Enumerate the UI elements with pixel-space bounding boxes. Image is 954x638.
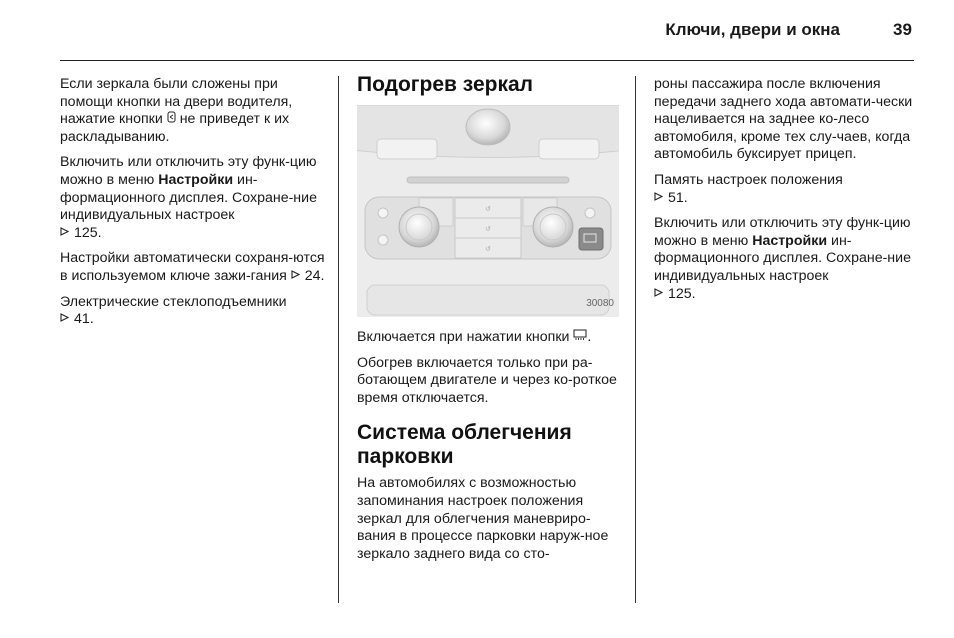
paragraph-text: Электрические стеклоподъемники [60,293,287,310]
paragraph-parking-assist: На автомобилях с возможностью запоминания настроек положения зеркал для облегчения маневриро-вания в процессе парковки наруж-ное зеркало заднего вида со сто- [357,475,609,562]
reference-arrow-icon [60,225,70,243]
svg-text:↺: ↺ [485,245,491,253]
paragraph-heating-info: Обогрев включается только при ра-ботающем двигателе и через ко-роткое время отключается. [357,354,617,406]
svg-text:↺: ↺ [485,205,491,213]
paragraph-text: Настройки автоматически сохраня-ются в используемом ключе зажи-гания [60,250,325,284]
figure-number: 30080 [586,298,614,310]
chapter-title: Ключи, двери и окна [665,20,840,39]
paragraph-position-memory [654,172,920,207]
heated-mirror-icon [573,329,587,347]
mirror-fold-button-icon [167,111,176,129]
climate-control-panel-illustration [357,105,619,317]
reference-arrow-icon [291,268,301,286]
paragraph-parking-continued: роны пассажира после включения передачи заднего хода автомати-чески нацеливается на заднее ко-лесо автомобиля, кроме тех слу-чаев, когда автомобиль буксирует прицеп. [654,76,913,163]
column-divider [338,76,339,603]
column-right [654,76,920,311]
paragraph-activation [357,329,619,347]
reference-arrow-icon [654,286,664,304]
paragraph-text: Включить или отключить эту функ-цию можно в меню [60,154,317,188]
page-number: 39 [893,20,912,39]
column-middle [357,73,619,571]
page-reference[interactable]: 125. [73,224,102,241]
paragraph-text: ин-формационного дисплея. Сохране-ние индивидуальных настроек [654,232,911,284]
paragraph-mirror-folding [60,76,328,146]
column-left [60,76,328,337]
menu-name-bold: Настройки [752,232,828,249]
paragraph-text: Если зеркала были сложены при помощи кнопки на двери водителя, нажатие кнопки [60,76,293,128]
page-reference[interactable]: 24. [304,267,325,284]
paragraph-text: ин-формационного дисплея. Сохране-ние индивидуальных настроек [60,171,317,224]
paragraph-ignition-key [60,250,328,285]
paragraph-settings-menu [60,154,328,242]
reference-arrow-icon [60,311,70,329]
paragraph-text: не приведет к их раскладыванию. [60,111,290,145]
svg-text:↺: ↺ [485,225,491,233]
paragraph-text: Включается при нажатии кнопки [357,329,570,345]
reference-arrow-icon [654,190,664,208]
paragraph-text: . [587,329,592,345]
heading-parking-assist [357,421,619,469]
heading-line: парковки [357,445,454,469]
paragraph-power-windows [60,294,328,329]
paragraph-text: Память настроек положения [654,171,843,188]
paragraph-text: Включить или отключить эту функ-цию можно в меню [654,215,911,249]
page-reference[interactable]: 41. [73,311,94,328]
heading-heated-mirrors: Подогрев зеркал [357,73,533,96]
page-reference[interactable]: 125. [667,285,696,302]
paragraph-settings-menu [654,215,920,303]
page-reference[interactable]: 51. [667,189,688,206]
heading-line: Система облегчения [357,421,572,445]
menu-name-bold: Настройки [158,171,234,188]
column-divider [635,76,636,603]
header-divider [60,60,914,61]
